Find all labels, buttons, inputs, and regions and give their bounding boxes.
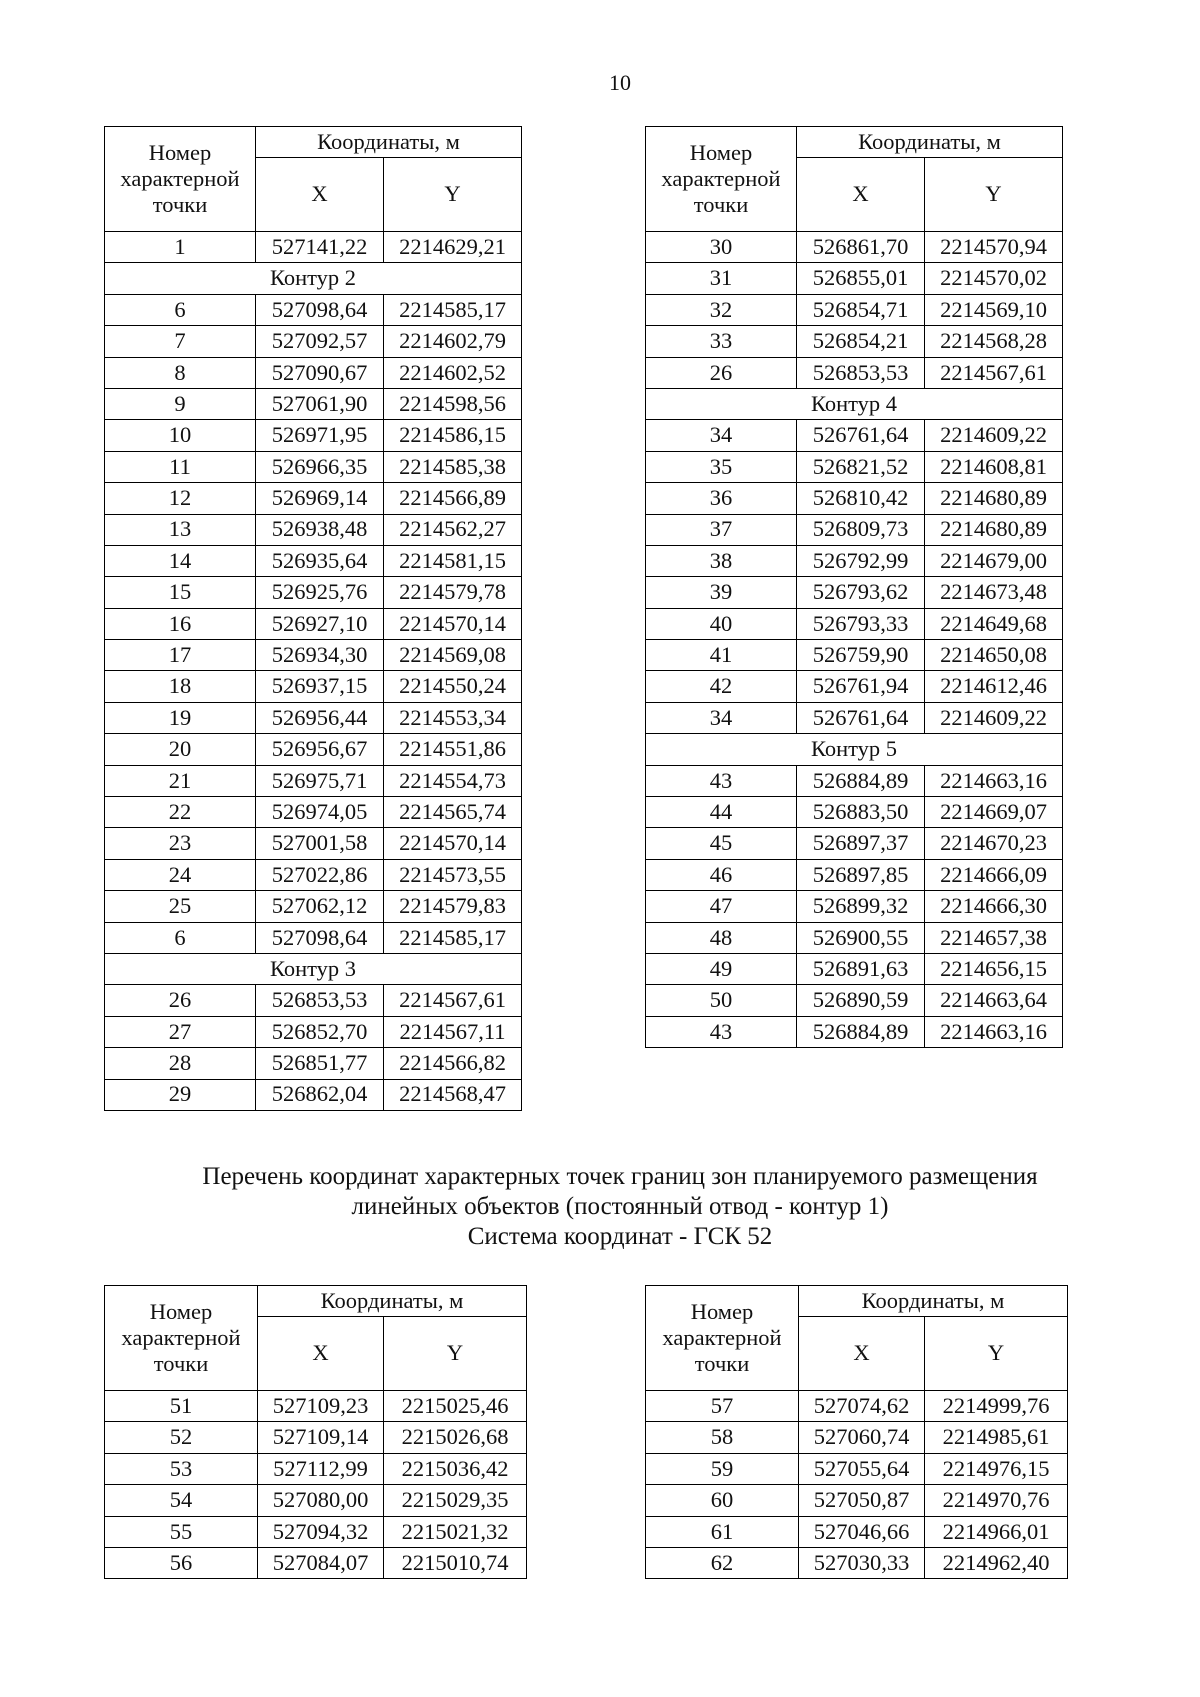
y-coordinate-cell: 2214568,47 bbox=[384, 1079, 522, 1110]
x-coordinate-cell: 526884,89 bbox=[797, 765, 925, 796]
y-coordinate-cell: 2214570,14 bbox=[384, 608, 522, 639]
x-coordinate-cell: 527001,58 bbox=[256, 828, 384, 859]
x-coordinate-cell: 527062,12 bbox=[256, 891, 384, 922]
x-coordinate-cell: 526759,90 bbox=[797, 640, 925, 671]
y-coordinate-cell: 2214669,07 bbox=[925, 797, 1063, 828]
table-row bbox=[646, 483, 1063, 514]
point-number-cell: 56 bbox=[105, 1547, 258, 1578]
point-number-cell: 8 bbox=[105, 357, 256, 388]
point-number-cell: 44 bbox=[646, 797, 797, 828]
x-coordinate-cell: 526854,21 bbox=[797, 326, 925, 357]
point-number-cell: 6 bbox=[105, 294, 256, 325]
table-row bbox=[105, 483, 522, 514]
y-coordinate-cell: 2214666,30 bbox=[925, 891, 1063, 922]
point-number-cell: 36 bbox=[646, 483, 797, 514]
table-row bbox=[646, 514, 1063, 545]
y-coordinate-cell: 2214666,09 bbox=[925, 859, 1063, 890]
y-coordinate-cell: 2214663,16 bbox=[925, 1016, 1063, 1047]
point-number-cell: 30 bbox=[646, 232, 797, 263]
point-number-cell: 6 bbox=[105, 922, 256, 953]
table-row bbox=[646, 545, 1063, 576]
y-header: Y bbox=[384, 1317, 527, 1391]
table-row bbox=[646, 953, 1063, 984]
table-row bbox=[646, 420, 1063, 451]
point-number-cell: 40 bbox=[646, 608, 797, 639]
y-coordinate-cell: 2214567,11 bbox=[384, 1016, 522, 1047]
x-coordinate-cell: 526855,01 bbox=[797, 263, 925, 294]
x-header: X bbox=[258, 1317, 384, 1391]
x-coordinate-cell: 526884,89 bbox=[797, 1016, 925, 1047]
x-coordinate-cell: 526966,35 bbox=[256, 451, 384, 482]
y-coordinate-cell: 2214970,76 bbox=[925, 1485, 1068, 1516]
table-row bbox=[105, 514, 522, 545]
table-row bbox=[646, 922, 1063, 953]
coordinates-table-2 bbox=[645, 126, 1063, 1048]
x-coordinate-cell: 526956,67 bbox=[256, 734, 384, 765]
y-coordinate-cell: 2214670,23 bbox=[925, 828, 1063, 859]
point-number-cell: 26 bbox=[646, 357, 797, 388]
x-coordinate-cell: 526927,10 bbox=[256, 608, 384, 639]
point-number-cell: 11 bbox=[105, 451, 256, 482]
y-coordinate-cell: 2214566,82 bbox=[384, 1048, 522, 1079]
point-number-cell: 34 bbox=[646, 702, 797, 733]
table-row bbox=[105, 388, 522, 419]
y-coordinate-cell: 2215036,42 bbox=[384, 1453, 527, 1484]
table-row bbox=[646, 797, 1063, 828]
table-row bbox=[646, 263, 1063, 294]
point-number-cell: 45 bbox=[646, 828, 797, 859]
y-coordinate-cell: 2215026,68 bbox=[384, 1422, 527, 1453]
x-coordinate-cell: 526937,15 bbox=[256, 671, 384, 702]
y-coordinate-cell: 2214551,86 bbox=[384, 734, 522, 765]
point-number-cell: 22 bbox=[105, 797, 256, 828]
y-coordinate-cell: 2215029,35 bbox=[384, 1485, 527, 1516]
point-number-header: Номер характерной точки bbox=[646, 127, 797, 232]
table-row bbox=[646, 451, 1063, 482]
x-coordinate-cell: 527060,74 bbox=[799, 1422, 925, 1453]
table-row bbox=[105, 1422, 527, 1453]
caption-line-1: Перечень координат характерных точек границ зон планируемого размещения bbox=[202, 1163, 1038, 1190]
table-row bbox=[105, 326, 522, 357]
x-coordinate-cell: 526974,05 bbox=[256, 797, 384, 828]
y-coordinate-cell: 2215010,74 bbox=[384, 1547, 527, 1578]
x-coordinate-cell: 526809,73 bbox=[797, 514, 925, 545]
coordinates-header: Координаты, м bbox=[799, 1286, 1068, 1317]
table-row bbox=[105, 608, 522, 639]
x-coordinate-cell: 526792,99 bbox=[797, 545, 925, 576]
point-number-cell: 26 bbox=[105, 985, 256, 1016]
y-coordinate-cell: 2214567,61 bbox=[384, 985, 522, 1016]
contour-label: Контур 2 bbox=[105, 263, 522, 294]
y-coordinate-cell: 2214663,16 bbox=[925, 765, 1063, 796]
x-coordinate-cell: 526969,14 bbox=[256, 483, 384, 514]
point-number-cell: 28 bbox=[105, 1048, 256, 1079]
point-number-cell: 38 bbox=[646, 545, 797, 576]
y-coordinate-cell: 2214579,83 bbox=[384, 891, 522, 922]
table-row bbox=[105, 1485, 527, 1516]
y-coordinate-cell: 2214663,64 bbox=[925, 985, 1063, 1016]
point-number-cell: 59 bbox=[646, 1453, 799, 1484]
y-coordinate-cell: 2214568,28 bbox=[925, 326, 1063, 357]
y-coordinate-cell: 2214679,00 bbox=[925, 545, 1063, 576]
contour-row bbox=[105, 953, 522, 984]
table-row bbox=[105, 922, 522, 953]
page-number: 10 bbox=[609, 70, 631, 95]
table-row bbox=[646, 702, 1063, 733]
coordinates-table-3 bbox=[104, 1285, 527, 1579]
table-row bbox=[105, 734, 522, 765]
section-caption bbox=[110, 1162, 1130, 1252]
contour-row bbox=[646, 734, 1063, 765]
point-number-cell: 7 bbox=[105, 326, 256, 357]
table-row bbox=[105, 1453, 527, 1484]
y-header: Y bbox=[925, 1317, 1068, 1391]
table-row bbox=[646, 671, 1063, 702]
x-coordinate-cell: 526883,50 bbox=[797, 797, 925, 828]
table-row bbox=[646, 294, 1063, 325]
point-number-cell: 54 bbox=[105, 1485, 258, 1516]
x-coordinate-cell: 526890,59 bbox=[797, 985, 925, 1016]
y-coordinate-cell: 2214976,15 bbox=[925, 1453, 1068, 1484]
x-header: X bbox=[799, 1317, 925, 1391]
point-number-cell: 19 bbox=[105, 702, 256, 733]
y-coordinate-cell: 2214579,78 bbox=[384, 577, 522, 608]
point-number-cell: 49 bbox=[646, 953, 797, 984]
point-number-cell: 42 bbox=[646, 671, 797, 702]
x-coordinate-cell: 527141,22 bbox=[256, 232, 384, 263]
y-coordinate-cell: 2214598,56 bbox=[384, 388, 522, 419]
y-coordinate-cell: 2214585,17 bbox=[384, 294, 522, 325]
x-coordinate-cell: 526854,71 bbox=[797, 294, 925, 325]
x-coordinate-cell: 527046,66 bbox=[799, 1516, 925, 1547]
point-number-cell: 43 bbox=[646, 765, 797, 796]
point-number-cell: 32 bbox=[646, 294, 797, 325]
point-number-cell: 23 bbox=[105, 828, 256, 859]
contour-row bbox=[105, 263, 522, 294]
y-coordinate-cell: 2214966,01 bbox=[925, 1516, 1068, 1547]
point-number-cell: 47 bbox=[646, 891, 797, 922]
point-number-cell: 53 bbox=[105, 1453, 258, 1484]
contour-label: Контур 5 bbox=[646, 734, 1063, 765]
x-coordinate-cell: 526853,53 bbox=[797, 357, 925, 388]
table-row bbox=[646, 859, 1063, 890]
y-coordinate-cell: 2214573,55 bbox=[384, 859, 522, 890]
y-coordinate-cell: 2214562,27 bbox=[384, 514, 522, 545]
point-number-cell: 41 bbox=[646, 640, 797, 671]
header-row bbox=[646, 1286, 1068, 1317]
table-row bbox=[646, 1547, 1068, 1578]
x-coordinate-cell: 526761,64 bbox=[797, 420, 925, 451]
y-coordinate-cell: 2214550,24 bbox=[384, 671, 522, 702]
x-coordinate-cell: 527061,90 bbox=[256, 388, 384, 419]
caption-line-3: Система координат - ГСК 52 bbox=[467, 1223, 773, 1250]
table-row bbox=[646, 891, 1063, 922]
table-row bbox=[105, 828, 522, 859]
y-coordinate-cell: 2214569,08 bbox=[384, 640, 522, 671]
point-number-cell: 17 bbox=[105, 640, 256, 671]
x-coordinate-cell: 526900,55 bbox=[797, 922, 925, 953]
table-row bbox=[105, 1391, 527, 1422]
table-row bbox=[105, 891, 522, 922]
x-coordinate-cell: 527030,33 bbox=[799, 1547, 925, 1578]
table-row bbox=[646, 608, 1063, 639]
point-number-cell: 55 bbox=[105, 1516, 258, 1547]
x-coordinate-cell: 527109,14 bbox=[258, 1422, 384, 1453]
y-coordinate-cell: 2214566,89 bbox=[384, 483, 522, 514]
y-coordinate-cell: 2214586,15 bbox=[384, 420, 522, 451]
table-row bbox=[646, 985, 1063, 1016]
y-coordinate-cell: 2214570,14 bbox=[384, 828, 522, 859]
y-coordinate-cell: 2215021,32 bbox=[384, 1516, 527, 1547]
table-row bbox=[646, 640, 1063, 671]
point-number-cell: 48 bbox=[646, 922, 797, 953]
coordinates-table-4 bbox=[645, 1285, 1068, 1579]
point-number-cell: 58 bbox=[646, 1422, 799, 1453]
y-coordinate-cell: 2214999,76 bbox=[925, 1391, 1068, 1422]
table-row bbox=[105, 859, 522, 890]
table-row bbox=[646, 1485, 1068, 1516]
x-coordinate-cell: 526793,33 bbox=[797, 608, 925, 639]
table-row bbox=[105, 420, 522, 451]
header-row bbox=[646, 127, 1063, 158]
point-number-cell: 24 bbox=[105, 859, 256, 890]
table-row bbox=[646, 357, 1063, 388]
y-coordinate-cell: 2214962,40 bbox=[925, 1547, 1068, 1578]
y-coordinate-cell: 2214602,79 bbox=[384, 326, 522, 357]
x-coordinate-cell: 526853,53 bbox=[256, 985, 384, 1016]
point-number-cell: 39 bbox=[646, 577, 797, 608]
header-row bbox=[105, 1286, 527, 1317]
point-number-cell: 43 bbox=[646, 1016, 797, 1047]
table-row bbox=[105, 451, 522, 482]
table-row bbox=[646, 828, 1063, 859]
point-number-cell: 1 bbox=[105, 232, 256, 263]
x-coordinate-cell: 526761,64 bbox=[797, 702, 925, 733]
coordinates-table-1 bbox=[104, 126, 522, 1111]
point-number-cell: 21 bbox=[105, 765, 256, 796]
point-number-cell: 33 bbox=[646, 326, 797, 357]
x-coordinate-cell: 526891,63 bbox=[797, 953, 925, 984]
y-coordinate-cell: 2214567,61 bbox=[925, 357, 1063, 388]
table-row bbox=[646, 1422, 1068, 1453]
point-number-cell: 10 bbox=[105, 420, 256, 451]
table-row bbox=[646, 232, 1063, 263]
point-number-cell: 37 bbox=[646, 514, 797, 545]
table-row bbox=[105, 357, 522, 388]
x-coordinate-cell: 526975,71 bbox=[256, 765, 384, 796]
point-number-cell: 15 bbox=[105, 577, 256, 608]
x-coordinate-cell: 527080,00 bbox=[258, 1485, 384, 1516]
y-coordinate-cell: 2214608,81 bbox=[925, 451, 1063, 482]
point-number-header: Номер характерной точки bbox=[105, 1286, 258, 1391]
y-coordinate-cell: 2214602,52 bbox=[384, 357, 522, 388]
table-row bbox=[646, 1391, 1068, 1422]
point-number-cell: 9 bbox=[105, 388, 256, 419]
y-coordinate-cell: 2214680,89 bbox=[925, 514, 1063, 545]
point-number-cell: 35 bbox=[646, 451, 797, 482]
point-number-cell: 14 bbox=[105, 545, 256, 576]
x-coordinate-cell: 526851,77 bbox=[256, 1048, 384, 1079]
point-number-cell: 62 bbox=[646, 1547, 799, 1578]
x-coordinate-cell: 526925,76 bbox=[256, 577, 384, 608]
table-row bbox=[105, 294, 522, 325]
point-number-cell: 25 bbox=[105, 891, 256, 922]
y-coordinate-cell: 2214554,73 bbox=[384, 765, 522, 796]
x-coordinate-cell: 527074,62 bbox=[799, 1391, 925, 1422]
y-coordinate-cell: 2214585,38 bbox=[384, 451, 522, 482]
table-row bbox=[105, 1048, 522, 1079]
table-row bbox=[105, 545, 522, 576]
point-number-header: Номер характерной точки bbox=[646, 1286, 799, 1391]
y-coordinate-cell: 2214581,15 bbox=[384, 545, 522, 576]
point-number-cell: 12 bbox=[105, 483, 256, 514]
y-coordinate-cell: 2214612,46 bbox=[925, 671, 1063, 702]
y-coordinate-cell: 2215025,46 bbox=[384, 1391, 527, 1422]
coordinates-header: Координаты, м bbox=[797, 127, 1063, 158]
x-coordinate-cell: 527112,99 bbox=[258, 1453, 384, 1484]
x-coordinate-cell: 526956,44 bbox=[256, 702, 384, 733]
point-number-cell: 16 bbox=[105, 608, 256, 639]
table-row bbox=[105, 797, 522, 828]
x-header: X bbox=[256, 158, 384, 232]
point-number-cell: 46 bbox=[646, 859, 797, 890]
x-coordinate-cell: 527109,23 bbox=[258, 1391, 384, 1422]
x-coordinate-cell: 526971,95 bbox=[256, 420, 384, 451]
y-coordinate-cell: 2214656,15 bbox=[925, 953, 1063, 984]
point-number-cell: 51 bbox=[105, 1391, 258, 1422]
point-number-cell: 31 bbox=[646, 263, 797, 294]
x-coordinate-cell: 527098,64 bbox=[256, 922, 384, 953]
y-coordinate-cell: 2214985,61 bbox=[925, 1422, 1068, 1453]
y-coordinate-cell: 2214649,68 bbox=[925, 608, 1063, 639]
point-number-cell: 13 bbox=[105, 514, 256, 545]
header-row bbox=[105, 127, 522, 158]
table-row bbox=[105, 985, 522, 1016]
table-row bbox=[646, 1453, 1068, 1484]
x-coordinate-cell: 527055,64 bbox=[799, 1453, 925, 1484]
y-coordinate-cell: 2214680,89 bbox=[925, 483, 1063, 514]
table-row bbox=[105, 232, 522, 263]
point-number-cell: 50 bbox=[646, 985, 797, 1016]
x-coordinate-cell: 527094,32 bbox=[258, 1516, 384, 1547]
point-number-cell: 29 bbox=[105, 1079, 256, 1110]
point-number-cell: 52 bbox=[105, 1422, 258, 1453]
table-row bbox=[105, 765, 522, 796]
caption-line-2: линейных объектов (постоянный отвод - контур 1) bbox=[351, 1193, 889, 1220]
table-row bbox=[105, 671, 522, 702]
y-coordinate-cell: 2214673,48 bbox=[925, 577, 1063, 608]
point-number-cell: 61 bbox=[646, 1516, 799, 1547]
y-header: Y bbox=[384, 158, 522, 232]
table-row bbox=[105, 1016, 522, 1047]
x-coordinate-cell: 526793,62 bbox=[797, 577, 925, 608]
x-coordinate-cell: 526810,42 bbox=[797, 483, 925, 514]
y-header: Y bbox=[925, 158, 1063, 232]
table-row bbox=[646, 1016, 1063, 1047]
point-number-cell: 34 bbox=[646, 420, 797, 451]
table-row bbox=[105, 640, 522, 671]
x-coordinate-cell: 526897,85 bbox=[797, 859, 925, 890]
y-coordinate-cell: 2214629,21 bbox=[384, 232, 522, 263]
x-coordinate-cell: 526821,52 bbox=[797, 451, 925, 482]
x-coordinate-cell: 526897,37 bbox=[797, 828, 925, 859]
contour-row bbox=[646, 388, 1063, 419]
table-row bbox=[646, 326, 1063, 357]
table-row bbox=[105, 577, 522, 608]
x-coordinate-cell: 527092,57 bbox=[256, 326, 384, 357]
x-coordinate-cell: 527084,07 bbox=[258, 1547, 384, 1578]
y-coordinate-cell: 2214570,94 bbox=[925, 232, 1063, 263]
x-coordinate-cell: 526761,94 bbox=[797, 671, 925, 702]
x-coordinate-cell: 527050,87 bbox=[799, 1485, 925, 1516]
x-coordinate-cell: 527098,64 bbox=[256, 294, 384, 325]
table-row bbox=[105, 1516, 527, 1547]
x-coordinate-cell: 526938,48 bbox=[256, 514, 384, 545]
x-header: X bbox=[797, 158, 925, 232]
point-number-cell: 20 bbox=[105, 734, 256, 765]
y-coordinate-cell: 2214565,74 bbox=[384, 797, 522, 828]
point-number-cell: 18 bbox=[105, 671, 256, 702]
y-coordinate-cell: 2214657,38 bbox=[925, 922, 1063, 953]
table-row bbox=[646, 765, 1063, 796]
table-row bbox=[646, 1516, 1068, 1547]
x-coordinate-cell: 526935,64 bbox=[256, 545, 384, 576]
point-number-header: Номер характерной точки bbox=[105, 127, 256, 232]
x-coordinate-cell: 527022,86 bbox=[256, 859, 384, 890]
y-coordinate-cell: 2214609,22 bbox=[925, 420, 1063, 451]
point-number-cell: 27 bbox=[105, 1016, 256, 1047]
y-coordinate-cell: 2214569,10 bbox=[925, 294, 1063, 325]
x-coordinate-cell: 526862,04 bbox=[256, 1079, 384, 1110]
contour-label: Контур 4 bbox=[646, 388, 1063, 419]
x-coordinate-cell: 526861,70 bbox=[797, 232, 925, 263]
coordinates-header: Координаты, м bbox=[256, 127, 522, 158]
table-row bbox=[105, 702, 522, 733]
x-coordinate-cell: 526934,30 bbox=[256, 640, 384, 671]
table-row bbox=[105, 1547, 527, 1578]
contour-label: Контур 3 bbox=[105, 953, 522, 984]
table-row bbox=[646, 577, 1063, 608]
coordinates-header: Координаты, м bbox=[258, 1286, 527, 1317]
x-coordinate-cell: 527090,67 bbox=[256, 357, 384, 388]
y-coordinate-cell: 2214553,34 bbox=[384, 702, 522, 733]
y-coordinate-cell: 2214570,02 bbox=[925, 263, 1063, 294]
point-number-cell: 57 bbox=[646, 1391, 799, 1422]
x-coordinate-cell: 526852,70 bbox=[256, 1016, 384, 1047]
x-coordinate-cell: 526899,32 bbox=[797, 891, 925, 922]
y-coordinate-cell: 2214585,17 bbox=[384, 922, 522, 953]
point-number-cell: 60 bbox=[646, 1485, 799, 1516]
y-coordinate-cell: 2214609,22 bbox=[925, 702, 1063, 733]
table-row bbox=[105, 1079, 522, 1110]
y-coordinate-cell: 2214650,08 bbox=[925, 640, 1063, 671]
